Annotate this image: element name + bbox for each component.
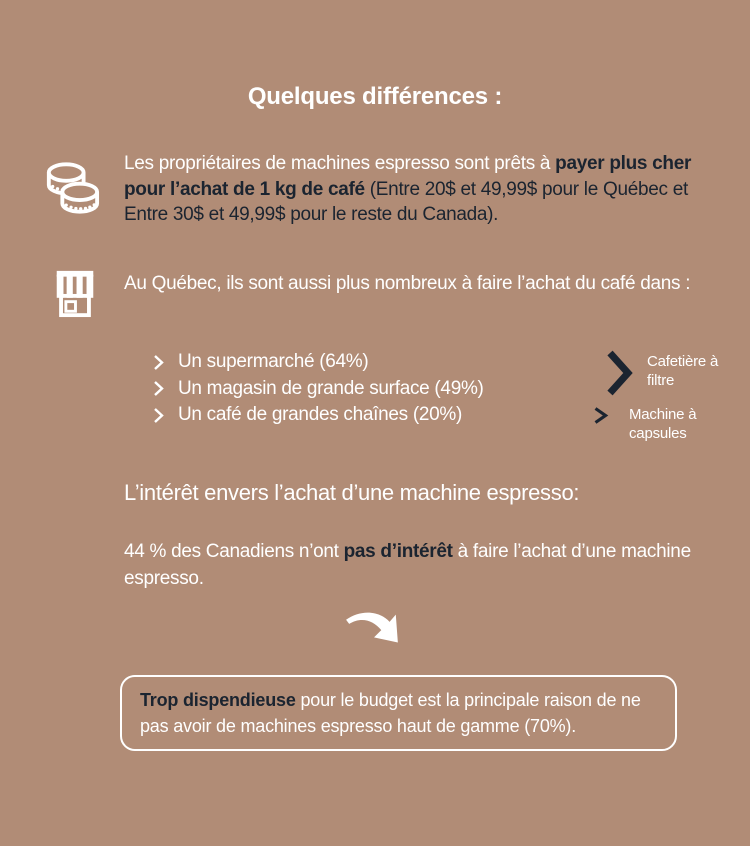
callout-box bbox=[120, 675, 677, 751]
callout-text-bold: Trop dispendieuse bbox=[140, 690, 296, 710]
storefront-icon bbox=[50, 266, 100, 325]
coins-icon bbox=[44, 158, 100, 223]
chevron-right-small-icon bbox=[593, 406, 609, 430]
list-item bbox=[153, 376, 484, 403]
price-text-white: Les propriétaires de machines espresso sont prêts à bbox=[124, 153, 556, 174]
chevron-right-icon bbox=[153, 407, 165, 424]
store-type-list bbox=[153, 349, 484, 429]
price-text-bold: payer plus cher pour l’achat de 1 kg de café bbox=[124, 153, 692, 200]
list-item-label: Un café de grandes chaînes (20%) bbox=[178, 404, 463, 426]
chevron-right-icon bbox=[153, 354, 165, 371]
curved-arrow-icon bbox=[344, 607, 402, 652]
interest-text-post: à faire l’achat d’une machine espresso. bbox=[124, 541, 691, 589]
list-item bbox=[153, 402, 484, 429]
chevron-right-icon bbox=[153, 380, 165, 397]
interest-paragraph bbox=[124, 538, 709, 592]
price-text-detail: (Entre 20$ et 49,99$ pour le Québec et Entre 30$ et 49,99$ pour le reste du Canada). bbox=[124, 178, 688, 225]
page-title: Quelques différences : bbox=[247, 83, 503, 110]
callout-text: pour le budget est la principale raison de ne pas avoir de machines espresso haut de gamme (70%). bbox=[140, 690, 641, 736]
interest-text-bold: pas d’intérêt bbox=[343, 541, 453, 562]
quebec-paragraph: Au Québec, ils sont aussi plus nombreux à faire l’achat du café dans : bbox=[124, 273, 691, 294]
alternative-label-filter-coffeemaker: Cafetière à filtre bbox=[647, 353, 719, 389]
chevron-right-large-icon bbox=[607, 350, 633, 401]
interest-heading: L’intérêt envers l’achat d’une machine espresso: bbox=[124, 480, 580, 505]
price-paragraph bbox=[124, 151, 716, 228]
interest-text-pre: 44 % des Canadiens n’ont bbox=[124, 541, 344, 562]
list-item-label: Un supermarché (64%) bbox=[178, 351, 369, 373]
list-item bbox=[153, 349, 484, 376]
list-item-label: Un magasin de grande surface (49%) bbox=[178, 377, 484, 399]
alternative-label-capsule-machine: Machine à capsules bbox=[629, 406, 697, 442]
